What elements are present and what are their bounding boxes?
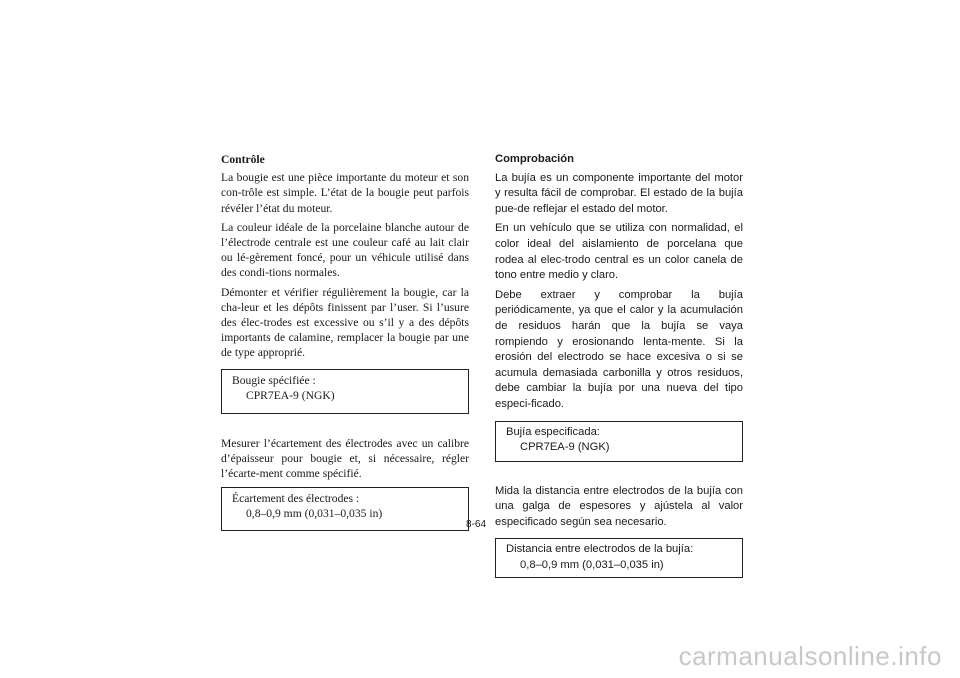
spanish-spark-plug-spec-box (495, 421, 743, 462)
french-paragraph: La couleur idéale de la porcelaine blanche autour de l’électrode centrale est une couleur café au lait clair ou lé-gèrement foncé, pour un véhicule utilisé dans des condi-tions normales. (221, 220, 469, 280)
french-gap-paragraph: Mesurer l’écartement des électrodes avec un calibre d’épaisseur pour bougie et, si nécessaire, régler l’écarte-ment comme spécifié. (221, 436, 469, 481)
gap-label: Écartement des électrodes : (232, 492, 360, 506)
french-paragraph: La bougie est une pièce importante du moteur et son con-trôle est simple. L’état de la bougie peut parfois révéler l’état du moteur. (221, 171, 469, 215)
spanish-paragraph: En un vehículo que se utiliza con normalidad, el color ideal del aislamiento de porcelana que rodea al elec-trodo central es un color canela de tono entre medio y claro. (495, 222, 743, 282)
spanish-heading: Comprobación (495, 153, 574, 165)
french-paragraph: Démonter et vérifier régulièrement la bougie, car la cha-leur et les dépôts finissent par l’user. Si l’usure des élec-trodes est excessive ou s’il y a des dépôts importants de calamine, remplacer la bougie par une de type approprié. (221, 285, 469, 360)
spec-value: CPR7EA-9 (NGK) (520, 441, 610, 454)
page-number: 8-64 (466, 519, 487, 530)
french-heading: Contrôle (221, 153, 265, 166)
spanish-paragraph: La bujía es un componente importante del motor y resulta fácil de comprobar. El estado de la bujía pue-de reflejar el estado del motor. (495, 171, 743, 215)
french-electrode-gap-box (221, 487, 469, 531)
french-column (221, 152, 469, 535)
gap-value: 0,8–0,9 mm (0,031–0,035 in) (520, 558, 664, 571)
spec-value: CPR7EA-9 (NGK) (246, 388, 335, 402)
watermark: carmanualsonline.info (678, 641, 942, 671)
gap-label: Distancia entre electrodos de la bujía: (506, 543, 694, 556)
spanish-paragraph: Debe extraer y comprobar la bujía periódicamente, ya que el calor y la acumulación de residuos harán que la bujía se vaya rompiendo y erosionando lenta-mente. Si la erosión del electrodo se hace excesiva o si se acumula demasiada carbonilla y otros residuos, debe cambiar la bujía por una nueva del tipo especi-ficado. (495, 288, 743, 410)
spec-label: Bougie spécifiée : (232, 373, 316, 387)
spec-label: Bujía especificada: (506, 425, 600, 438)
gap-value: 0,8–0,9 mm (0,031–0,035 in) (246, 507, 383, 521)
spanish-electrode-gap-box (495, 538, 743, 578)
spanish-column (495, 152, 743, 582)
french-spark-plug-spec-box (221, 369, 469, 414)
spanish-gap-paragraph: Mida la distancia entre electrodos de la bujía con una galga de espesores y ajústela al valor especificado según sea necesario. (495, 484, 743, 528)
